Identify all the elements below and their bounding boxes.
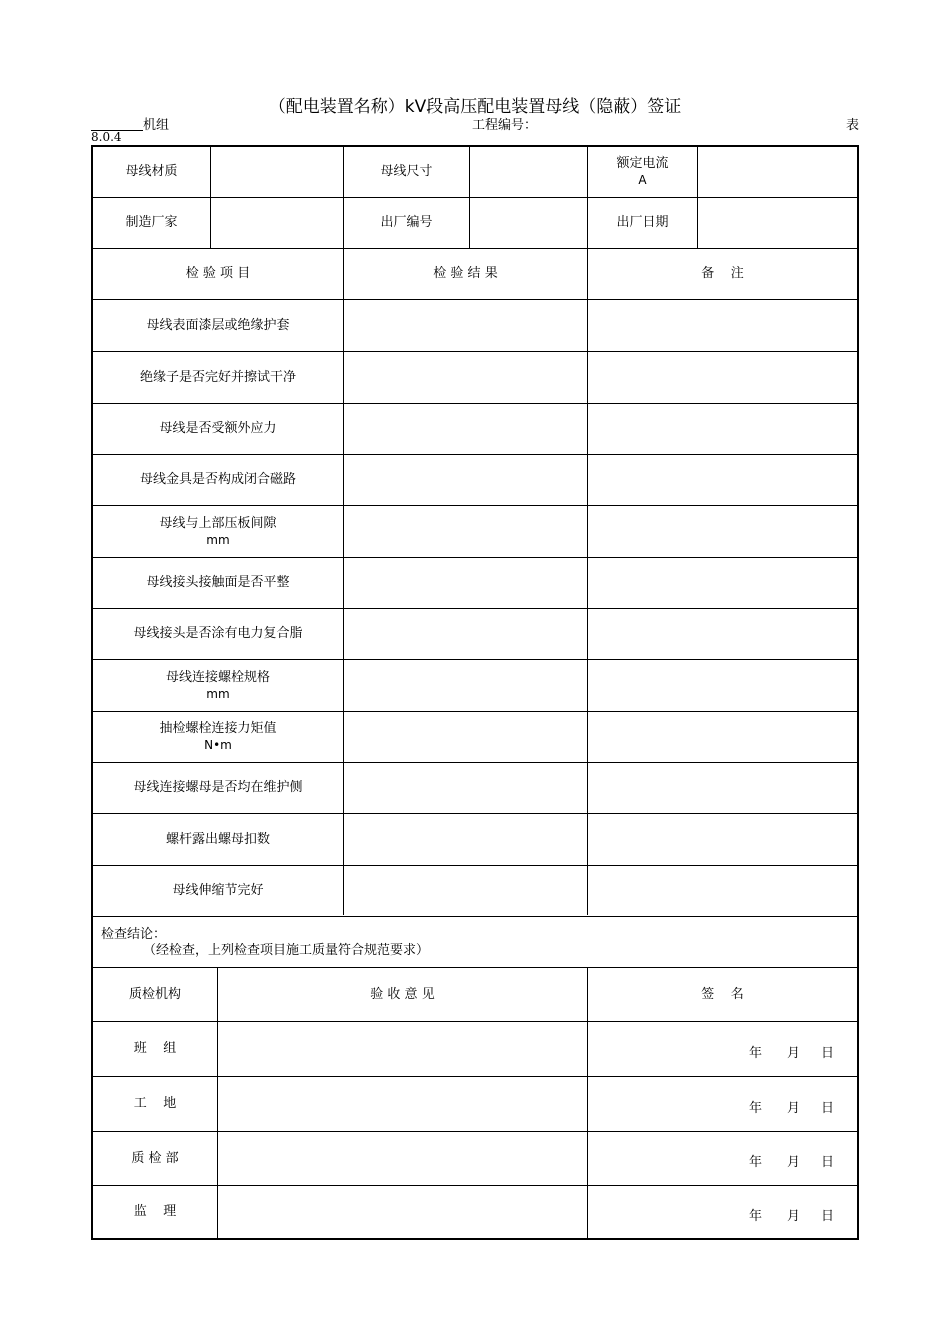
result-input[interactable] [344, 660, 587, 711]
item-label: 母线是否受额外应力 [159, 421, 277, 436]
busbar-size-input[interactable] [470, 147, 587, 197]
result-input[interactable] [344, 455, 587, 505]
inspection-item [93, 352, 343, 403]
result-input[interactable] [344, 404, 587, 454]
date-year: 年 [749, 1155, 763, 1170]
date-month: 月 [787, 1209, 801, 1224]
org-qc-dept: 质 检 部 [131, 1150, 179, 1166]
item-label: 母线伸缩节完好 [172, 883, 264, 898]
busbar-material-label: 母线材质 [125, 164, 178, 179]
result-input[interactable] [344, 300, 587, 351]
note-input[interactable] [588, 609, 857, 659]
item-label: 母线表面漆层或绝缘护套 [146, 317, 290, 333]
opinion-input[interactable] [218, 1022, 587, 1076]
item-label: 母线接头接触面是否平整 [146, 575, 290, 590]
inspection-item [93, 455, 343, 505]
signature-input[interactable] [588, 1077, 857, 1131]
result-input[interactable] [344, 352, 587, 403]
conclusion[interactable] [101, 927, 429, 959]
inspection-item [93, 712, 343, 762]
note-input[interactable] [588, 300, 857, 351]
col-org: 质检机构 [128, 986, 181, 1002]
item-label: 母线金具是否构成闭合磁路 [139, 472, 296, 487]
inspection-item [93, 300, 343, 351]
inspection-item [93, 814, 343, 865]
date-month: 月 [787, 1101, 801, 1116]
inspection-item [93, 660, 343, 711]
org-supervision: 监 理 [133, 1204, 177, 1219]
table-number: 8.0.4 [91, 130, 122, 144]
manufacturer-label: 制造厂家 [125, 215, 178, 230]
rated-current-input[interactable] [698, 147, 857, 197]
result-input[interactable] [344, 609, 587, 659]
note-input[interactable] [588, 866, 857, 916]
inspection-item [93, 866, 343, 916]
result-input[interactable] [344, 763, 587, 813]
date-year: 年 [749, 1209, 763, 1224]
col-inspection-result: 检 验 结 果 [433, 266, 498, 281]
inspection-item [93, 609, 343, 659]
conclusion-text: （经检查，上列检查项目施工质量符合规范要求） [143, 943, 430, 958]
result-input[interactable] [344, 814, 587, 865]
note-input[interactable] [588, 506, 857, 557]
signature-input[interactable] [588, 1186, 857, 1238]
date-day: 日 [821, 1101, 835, 1116]
note-input[interactable] [588, 455, 857, 505]
opinion-input[interactable] [218, 1132, 587, 1185]
note-input[interactable] [588, 660, 857, 711]
opinion-input[interactable] [218, 1186, 587, 1238]
result-input[interactable] [344, 866, 587, 916]
item-unit: mm [206, 686, 230, 701]
note-input[interactable] [588, 404, 857, 454]
note-input[interactable] [588, 352, 857, 403]
busbar-size-label: 母线尺寸 [380, 164, 433, 179]
manufacture-date-input[interactable] [698, 198, 857, 248]
page-title: （配电装置名称）kV段高压配电装置母线（隐蔽）签证 [268, 97, 682, 117]
item-label: 母线与上部压板间隙 [159, 515, 277, 531]
org-team: 班 组 [133, 1041, 177, 1056]
result-input[interactable] [344, 506, 587, 557]
note-input[interactable] [588, 814, 857, 865]
col-signature: 签 名 [701, 986, 744, 1002]
date-day: 日 [821, 1046, 835, 1061]
item-label: 母线连接螺栓规格 [165, 669, 270, 685]
busbar-material-input[interactable] [211, 147, 343, 197]
date-month: 月 [787, 1046, 801, 1061]
conclusion-label: 检查结论： [101, 927, 167, 942]
date-day: 日 [821, 1155, 835, 1170]
inspection-item [93, 763, 343, 813]
rated-current-label [588, 147, 697, 197]
unit-suffix: 机组 [143, 118, 170, 133]
note-input[interactable] [588, 763, 857, 813]
item-unit: mm [206, 532, 230, 547]
date-year: 年 [749, 1046, 763, 1061]
org-site: 工 地 [133, 1096, 177, 1111]
item-label: 母线接头是否涂有电力复合脂 [133, 626, 303, 641]
date-day: 日 [821, 1209, 835, 1224]
col-note: 备 注 [701, 266, 744, 281]
item-label: 母线连接螺母是否均在维护侧 [133, 780, 303, 795]
note-input[interactable] [588, 558, 857, 608]
rated-current-text: 额定电流 [616, 156, 669, 171]
project-no-label: 工程编号： [472, 118, 538, 133]
result-input[interactable] [344, 712, 587, 762]
date-month: 月 [787, 1155, 801, 1170]
serial-no-label: 出厂编号 [380, 215, 433, 230]
opinion-input[interactable] [218, 1077, 587, 1131]
manufacturer-input[interactable] [211, 198, 343, 248]
item-unit: N•m [204, 738, 232, 752]
signature-input[interactable] [588, 1132, 857, 1185]
manufacture-date-label: 出厂日期 [616, 215, 669, 230]
inspection-form [91, 145, 859, 1240]
result-input[interactable] [344, 558, 587, 608]
serial-no-input[interactable] [470, 198, 587, 248]
item-label: 绝缘子是否完好并擦试干净 [139, 369, 296, 385]
note-input[interactable] [588, 712, 857, 762]
inspection-item [93, 506, 343, 557]
col-inspection-item: 检 验 项 目 [185, 266, 251, 281]
inspection-item [93, 404, 343, 454]
table-label: 表 [846, 118, 860, 133]
signature-input[interactable] [588, 1022, 857, 1076]
rated-current-unit: A [638, 173, 647, 187]
col-opinion: 验 收 意 见 [370, 986, 435, 1002]
item-label: 螺杆露出螺母扣数 [165, 831, 270, 847]
inspection-item [93, 558, 343, 608]
date-year: 年 [749, 1101, 763, 1116]
item-label: 抽检螺栓连接力矩值 [159, 721, 277, 736]
